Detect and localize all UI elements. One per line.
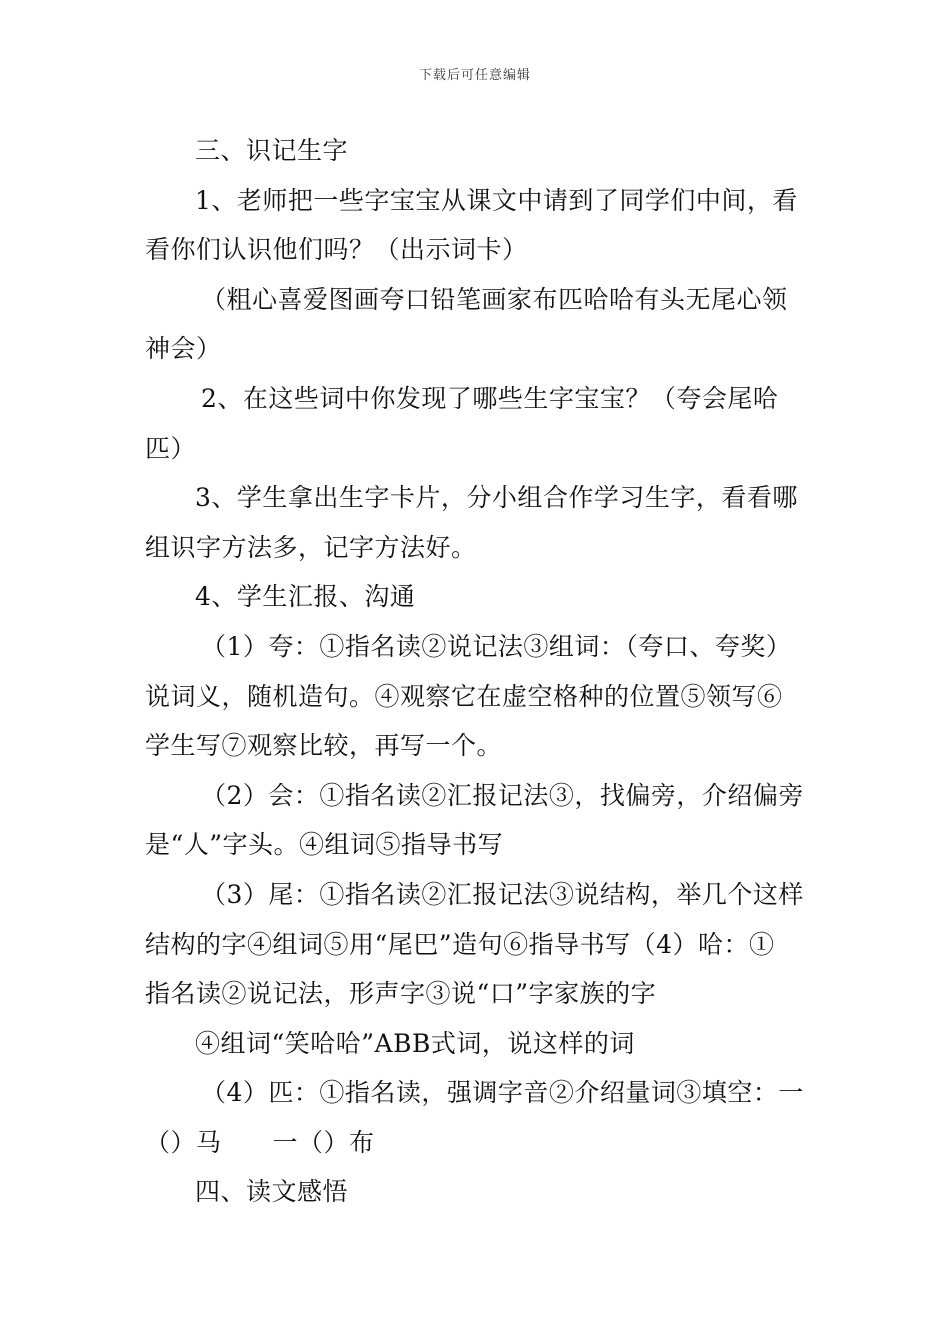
document-body xyxy=(145,126,810,1217)
paragraph-line: （）马 一（）布 xyxy=(145,1127,375,1157)
paragraph-line: （1）夸：①指名读②说记法③组词：（夸口、夸奖） xyxy=(201,631,792,661)
paragraph-line: 指名读②说记法，形声字③说“口”字家族的字 xyxy=(145,979,657,1009)
paragraph-line: 结构的字④组词⑤用“尾巴”造句⑥指导书写（4）哈：① xyxy=(145,929,775,959)
paragraph-line: 组识字方法多，记字方法好。 xyxy=(145,532,477,562)
paragraph-line: （粗心喜爱图画夸口铅笔画家布匹哈哈有头无尾心领 xyxy=(201,284,788,314)
paragraph-line: 2、在这些词中你发现了哪些生字宝宝？（夸会尾哈 xyxy=(201,383,779,413)
paragraph-line: 4、学生汇报、沟通 xyxy=(195,582,416,612)
paragraph-line: 3、学生拿出生字卡片，分小组合作学习生字，看看哪 xyxy=(195,483,798,513)
page-header: 下载后可任意编辑 xyxy=(418,68,531,83)
paragraph-line: 匹） xyxy=(145,433,197,463)
paragraph-line: 是“人”字头。④组词⑤指导书写 xyxy=(145,830,504,860)
section-heading: 三、识记生字 xyxy=(195,136,349,165)
section-heading: 四、读文感悟 xyxy=(195,1177,349,1207)
paragraph-line: 神会） xyxy=(145,334,222,364)
paragraph-line: 1、老师把一些字宝宝从课文中请到了同学们中间，看 xyxy=(195,185,798,215)
paragraph-line: （4）匹：①指名读，强调字音②介绍量词③填空：一 xyxy=(201,1078,804,1108)
paragraph-line: （3）尾：①指名读②汇报记法③说结构，举几个这样 xyxy=(201,879,804,909)
paragraph-line: ④组词“笑哈哈”ABB式词，说这样的词 xyxy=(195,1028,635,1058)
paragraph-line: 看你们认识他们吗？（出示词卡） xyxy=(145,235,528,265)
paragraph-line: 学生写⑦观察比较，再写一个。 xyxy=(145,731,503,761)
paragraph-line: 说词义，随机造句。④观察它在虚空格种的位置⑤领写⑥ xyxy=(145,681,783,711)
paragraph-line: （2）会：①指名读②汇报记法③，找偏旁，介绍偏旁 xyxy=(201,780,804,810)
